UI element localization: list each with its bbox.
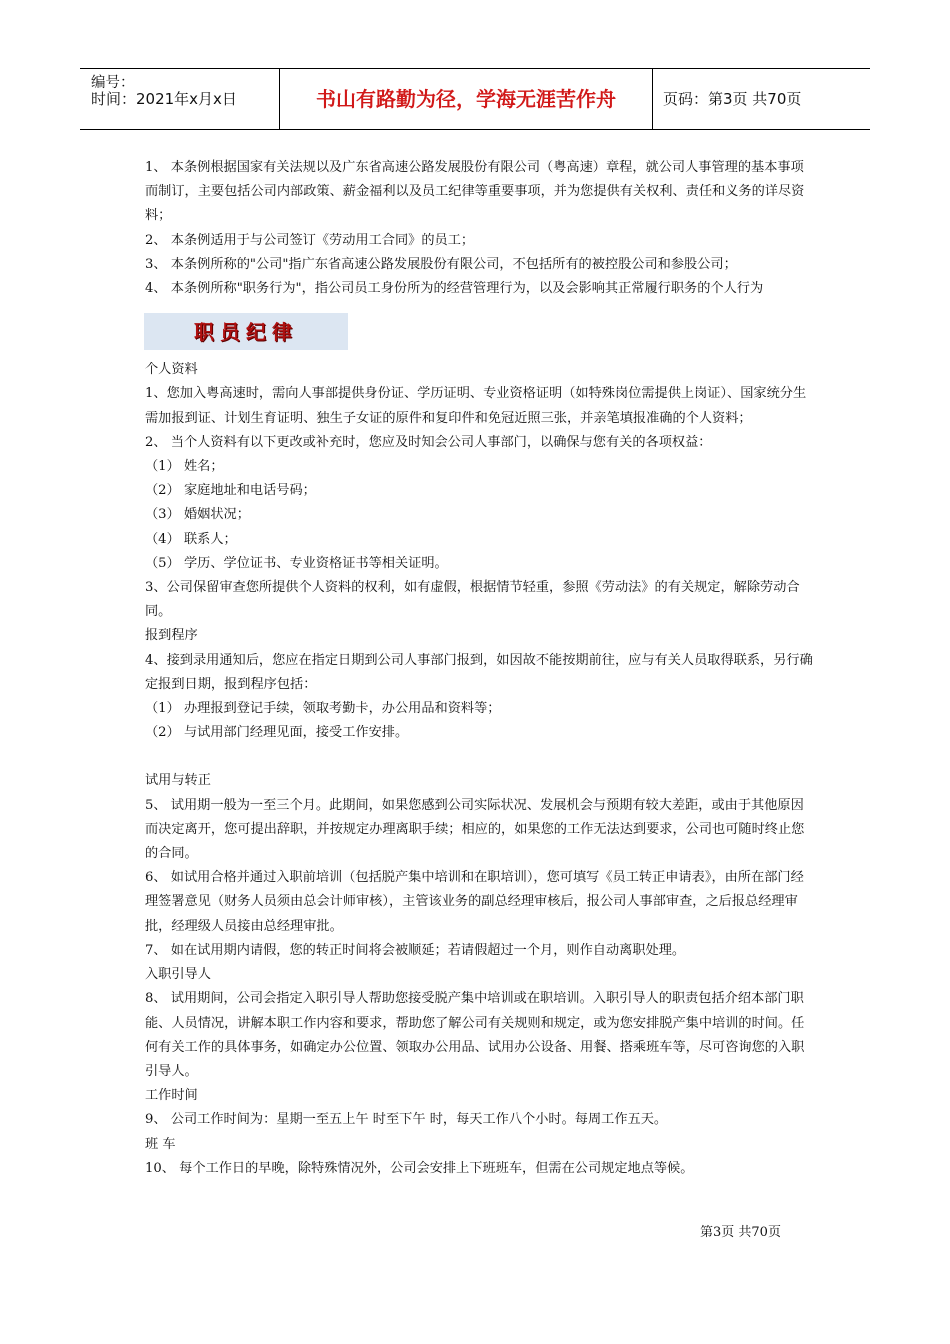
section-heading: 班 车 [145, 1136, 176, 1152]
intro-paragraph: 3、 本条例所称的"公司"指广东省高速公路发展股份有限公司，不包括所有的被控股公司和参股公司； [145, 256, 737, 272]
page-label: 页码：第3页 共70页 [663, 90, 802, 108]
paragraph: 8、 试用期间，公司会指定入职引导人帮助您接受脱产集中培训或在职培训。入职引导人的职责包括介绍本部门职能、人员情况，讲解本职工作内容和要求，帮助您了解公司有关规则和规定，或为您安排脱产集中培训的时间。任何有关工作的具体事务，如确定办公位置、领取办公用品、试用办公设备、用餐、搭乘班车等，尽可咨询您的入职引导人。 [145, 991, 805, 1079]
time-label: 时间：2021年x月x日 [91, 90, 237, 108]
section-heading: 报到程序 [145, 628, 198, 644]
header-page-number [653, 69, 870, 129]
intro-paragraph: 4、 本条例所称"职务行为"，指公司员工身份所为的经营管理行为，以及会影响其正常履行职务的个人行为 [145, 281, 764, 297]
spacer [145, 745, 815, 769]
section-banner [144, 313, 348, 350]
page-footer: 第3页 共70页 [700, 1225, 781, 1240]
document-body [145, 156, 815, 1181]
list-item: （5） 学历、学位证书、专业资格证书等相关证明。 [145, 555, 448, 571]
section-heading: 试用与转正 [145, 773, 211, 789]
paragraph: 9、 公司工作时间为：星期一至五上午 时至下午 时，每天工作八个小时。每周工作五天。 [145, 1112, 668, 1128]
list-item: （4） 联系人； [145, 531, 237, 547]
paragraph: 1、您加入粤高速时，需向人事部提供身份证、学历证明、专业资格证明（如特殊岗位需提供上岗证）、国家统分生需加报到证、计划生育证明、独生子女证的原件和复印件和免冠近照三张，并亲笔填报准确的个人资料； [145, 386, 807, 426]
paragraph: 10、 每个工作日的早晚，除特殊情况外，公司会安排上下班班车，但需在公司规定地点等候。 [145, 1160, 694, 1176]
list-item: （1） 办理报到登记手续，领取考勤卡，办公用品和资料等； [145, 701, 501, 717]
header-motto [280, 69, 653, 129]
paragraph: 3、公司保留审查您所提供个人资料的权利，如有虚假，根据情节轻重，参照《劳动法》的有关规定，解除劳动合同。 [145, 580, 800, 620]
number-label: 编号： [91, 75, 135, 91]
section-heading: 工作时间 [145, 1088, 198, 1104]
list-item: （2） 家庭地址和电话号码； [145, 483, 316, 499]
section-heading: 入职引导人 [145, 967, 211, 983]
list-item: （2） 与试用部门经理见面，接受工作安排。 [145, 725, 409, 741]
paragraph: 2、 当个人资料有以下更改或补充时，您应及时知会公司人事部门，以确保与您有关的各项权益： [145, 434, 712, 450]
paragraph: 7、 如在试用期内请假，您的转正时间将会被顺延；若请假超过一个月，则作自动离职处理。 [145, 942, 686, 958]
paragraph: 6、 如试用合格并通过入职前培训（包括脱产集中培训和在职培训），您可填写《员工转正申请表》，由所在部门经理签署意见（财务人员须由总会计师审核），主管该业务的副总经理审核后，报公司人事部审查，之后报总经理审批，经理级人员接由总经理审批。 [145, 870, 804, 934]
paragraph: 4、接到录用通知后，您应在指定日期到公司人事部门报到，如因故不能按期前往，应与有关人员取得联系，另行确定报到日期，报到程序包括： [145, 652, 813, 692]
banner-title: 职员纪律 [194, 319, 298, 344]
list-item: （1） 姓名； [145, 459, 224, 475]
intro-paragraph: 1、 本条例根据国家有关法规以及广东省高速公路发展股份有限公司（粤高速）章程，就公司人事管理的基本事项而制订，主要包括公司内部政策、薪金福利以及员工纪律等重要事项，并为您提供有关权利、责任和义务的详尽资料； [145, 160, 805, 224]
paragraph: 5、 试用期一般为一至三个月。此期间，如果您感到公司实际状况、发展机会与预期有较大差距，或由于其他原因而决定离开，您可提出辞职，并按规定办理离职手续；相应的，如果您的工作无法达到要求，公司也可随时终止您的合同。 [145, 797, 805, 862]
page-header [80, 68, 870, 130]
section-heading: 个人资料 [145, 362, 198, 378]
header-meta [80, 69, 280, 129]
intro-paragraph: 2、 本条例适用于与公司签订《劳动用工合同》的员工； [145, 232, 475, 248]
list-item: （3） 婚姻状况； [145, 507, 250, 523]
motto-text: 书山有路勤为径，学海无涯苦作舟 [316, 87, 616, 111]
